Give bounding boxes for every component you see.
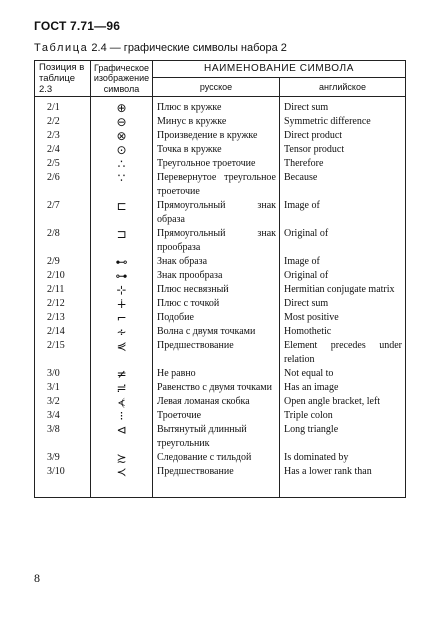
symbol-name-english: Image of <box>280 199 406 227</box>
symbol-glyph: ∴ <box>91 157 153 171</box>
table-row <box>35 115 406 129</box>
symbol-name-russian: Точка в кружке <box>153 143 280 157</box>
table-row <box>35 395 406 409</box>
symbol-glyph: ⊐ <box>91 227 153 255</box>
table-row <box>35 255 406 269</box>
symbol-position: 2/3 <box>35 129 91 143</box>
symbol-name-english: Most positive <box>280 311 406 325</box>
symbol-name-english: Direct sum <box>280 97 406 116</box>
table-row <box>35 171 406 199</box>
symbol-name-english: Because <box>280 171 406 199</box>
table-row <box>35 409 406 423</box>
symbol-position: 2/2 <box>35 115 91 129</box>
symbol-position: 3/9 <box>35 451 91 465</box>
symbol-name-english: Direct sum <box>280 297 406 311</box>
table-row <box>35 97 406 116</box>
symbol-glyph: ⊕ <box>91 97 153 116</box>
column-header-english: английское <box>280 78 406 97</box>
column-header-russian: русское <box>153 78 280 97</box>
symbol-name-english: Image of <box>280 255 406 269</box>
table-row <box>35 339 406 367</box>
symbol-position: 3/0 <box>35 367 91 381</box>
symbol-name-russian: Левая ломаная скобка <box>153 395 280 409</box>
symbol-glyph: ⊹ <box>91 283 153 297</box>
symbol-name-russian: Следование с тильдой <box>153 451 280 465</box>
symbol-glyph: ≺ <box>91 465 153 498</box>
table-row <box>35 325 406 339</box>
table-row <box>35 199 406 227</box>
table-row <box>35 465 406 498</box>
symbol-position: 3/10 <box>35 465 91 498</box>
symbol-position: 2/15 <box>35 339 91 367</box>
symbol-position: 3/2 <box>35 395 91 409</box>
symbol-name-english: Has an image <box>280 381 406 395</box>
symbol-position: 2/10 <box>35 269 91 283</box>
symbol-name-russian: Минус в кружке <box>153 115 280 129</box>
column-header-image: Графическое изображение символа <box>91 61 153 97</box>
symbol-name-russian: Вытянутый длинный треугольник <box>153 423 280 451</box>
symbol-name-russian: Не равно <box>153 367 280 381</box>
table-row <box>35 297 406 311</box>
symbol-position: 2/1 <box>35 97 91 116</box>
symbol-glyph: ≓ <box>91 381 153 395</box>
symbol-glyph: ≿ <box>91 451 153 465</box>
symbol-name-russian: Перевернутое треугольное троеточие <box>153 171 280 199</box>
symbol-name-english: Homothetic <box>280 325 406 339</box>
table-caption-label: Таблица <box>34 42 89 54</box>
symbol-name-english: Triple colon <box>280 409 406 423</box>
table-caption <box>34 42 287 54</box>
symbol-glyph: ⊙ <box>91 143 153 157</box>
symbol-position: 2/14 <box>35 325 91 339</box>
symbol-name-russian: Предшествование <box>153 465 280 498</box>
symbol-glyph: ⋞ <box>91 339 153 367</box>
symbol-name-english: Is dominated by <box>280 451 406 465</box>
table-row <box>35 283 406 297</box>
table-row <box>35 269 406 283</box>
table-row <box>35 381 406 395</box>
symbol-position: 2/13 <box>35 311 91 325</box>
symbol-position: 3/1 <box>35 381 91 395</box>
symbol-name-russian: Плюс несвязный <box>153 283 280 297</box>
symbol-glyph: ∻ <box>91 325 153 339</box>
symbol-name-english: Has a lower rank than <box>280 465 406 498</box>
table-row <box>35 423 406 451</box>
column-header-name: НАИМЕНОВАНИЕ СИМВОЛА <box>153 61 406 78</box>
symbol-glyph: ⌐ <box>91 311 153 325</box>
symbol-glyph: ⊷ <box>91 255 153 269</box>
symbol-position: 2/4 <box>35 143 91 157</box>
symbol-glyph: ⊖ <box>91 115 153 129</box>
symbol-name-english: Original of <box>280 269 406 283</box>
symbol-glyph: ∔ <box>91 297 153 311</box>
symbol-position: 2/6 <box>35 171 91 199</box>
table-row <box>35 227 406 255</box>
symbol-name-russian: Плюс в кружке <box>153 97 280 116</box>
symbol-name-english: Not equal to <box>280 367 406 381</box>
symbol-position: 2/5 <box>35 157 91 171</box>
symbol-name-english: Tensor product <box>280 143 406 157</box>
symbol-name-english: Direct product <box>280 129 406 143</box>
symbol-position: 2/8 <box>35 227 91 255</box>
symbol-name-english: Hermitian conjugate matrix <box>280 283 406 297</box>
symbol-name-russian: Знак прообраза <box>153 269 280 283</box>
symbol-name-russian: Прямоугольный знак прообраза <box>153 227 280 255</box>
symbol-name-russian: Треугольное троеточие <box>153 157 280 171</box>
table-caption-text: 2.4 — графические символы набора 2 <box>88 42 287 54</box>
symbol-name-english: Long triangle <box>280 423 406 451</box>
table-row <box>35 311 406 325</box>
symbol-name-russian: Троеточие <box>153 409 280 423</box>
symbol-position: 3/8 <box>35 423 91 451</box>
symbol-name-russian: Прямоугольный знак образа <box>153 199 280 227</box>
symbol-name-russian: Произведение в кружке <box>153 129 280 143</box>
symbol-name-english: Symmetric difference <box>280 115 406 129</box>
symbol-glyph: ⁝ <box>91 409 153 423</box>
symbols-table <box>34 60 406 498</box>
symbol-position: 2/7 <box>35 199 91 227</box>
symbol-name-russian: Равенство с двумя точками <box>153 381 280 395</box>
table-row <box>35 451 406 465</box>
symbol-position: 3/4 <box>35 409 91 423</box>
symbol-position: 2/9 <box>35 255 91 269</box>
column-header-position: Позиция в таблице 2.3 <box>35 61 91 97</box>
symbol-name-russian: Знак образа <box>153 255 280 269</box>
symbol-glyph: ⊏ <box>91 199 153 227</box>
symbol-name-english: Therefore <box>280 157 406 171</box>
table-row <box>35 129 406 143</box>
symbol-name-russian: Плюс с точкой <box>153 297 280 311</box>
symbol-name-english: Original of <box>280 227 406 255</box>
symbol-name-english: Element precedes under relation <box>280 339 406 367</box>
symbol-position: 2/11 <box>35 283 91 297</box>
symbol-glyph: ⊲ <box>91 423 153 451</box>
table-row <box>35 367 406 381</box>
document-header: ГОСТ 7.71—96 <box>34 19 121 33</box>
symbol-glyph: ⦓ <box>91 395 153 409</box>
symbol-name-english: Open angle bracket, left <box>280 395 406 409</box>
table-row <box>35 157 406 171</box>
table-row <box>35 143 406 157</box>
page-number: 8 <box>34 571 40 585</box>
symbol-glyph: ∵ <box>91 171 153 199</box>
symbol-name-russian: Подобие <box>153 311 280 325</box>
symbol-glyph: ⊗ <box>91 129 153 143</box>
symbol-glyph: ≠ <box>91 367 153 381</box>
symbol-name-russian: Волна с двумя точками <box>153 325 280 339</box>
symbol-glyph: ⊶ <box>91 269 153 283</box>
symbol-name-russian: Предшествование <box>153 339 280 367</box>
symbol-position: 2/12 <box>35 297 91 311</box>
